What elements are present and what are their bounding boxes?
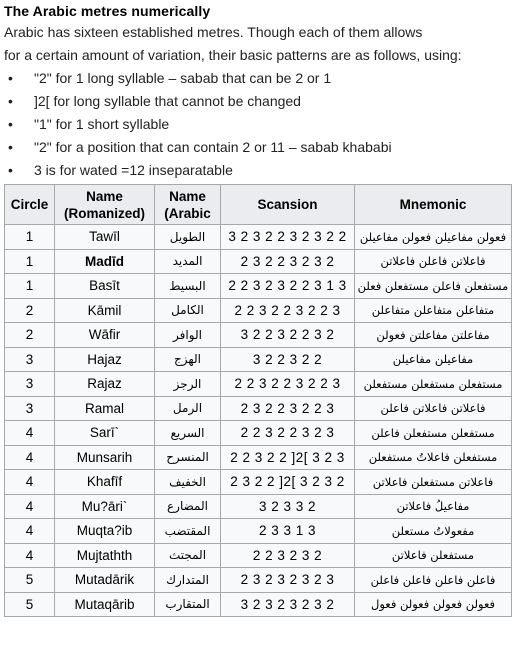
cell-name-arabic: الطويل [155,225,221,250]
cell-circle: 4 [5,445,55,470]
bullet-icon: • [8,116,13,132]
cell-scansion: 2 2 3 2 2 3 2 2 3 [221,298,355,323]
cell-scansion: 2 3 2 2 3 2 2 3 [221,396,355,421]
cell-name-arabic: المتدارك [155,568,221,593]
cell-name-romanized: Ramal [55,396,155,421]
cell-name-arabic: المجتث [155,543,221,568]
cell-name-romanized: Rajaz [55,372,155,397]
cell-scansion: 2 2 3 2 2 ]2[ 3 2 3 [221,445,355,470]
cell-scansion: 3 2 3 3 2 [221,494,355,519]
cell-circle: 1 [5,225,55,250]
cell-mnemonic: مفعولاتُ مستعلن [355,519,512,544]
table-row [5,421,512,446]
table-row [5,298,512,323]
key-item-short-syllable: • "1" for 1 short syllable [34,113,509,136]
cell-name-arabic: البسيط [155,274,221,299]
cell-name-romanized: Madīd [55,249,155,274]
cell-name-romanized: Basīt [55,274,155,299]
cell-circle: 3 [5,396,55,421]
cell-name-romanized: Munsarih [55,445,155,470]
cell-name-romanized: Sarī` [55,421,155,446]
key-item-long-syllable: • "2" for 1 long syllable – sabab that can be 2 or 1 [34,67,509,90]
table-row [5,543,512,568]
cell-circle: 3 [5,347,55,372]
table-row [5,347,512,372]
bullet-icon: • [8,162,13,178]
key-item-wated: • 3 is for wated =12 inseparatable [34,159,509,182]
cell-scansion: 2 2 3 2 2 3 2 2 3 [221,372,355,397]
cell-circle: 4 [5,470,55,495]
cell-name-romanized: Mutadārik [55,568,155,593]
cell-scansion: 2 2 3 2 3 2 [221,543,355,568]
cell-name-romanized: Mujtathth [55,543,155,568]
cell-mnemonic: مستفعلن مستفعلن مستفعلن [355,372,512,397]
metres-table [4,184,512,617]
cell-mnemonic: مستفعلن فاعلن مستفعلن فعلن [355,274,512,299]
cell-name-romanized: Mu?āri` [55,494,155,519]
cell-mnemonic: فعولن مفاعيلن فعولن مفاعيلن [355,225,512,250]
cell-name-arabic: المديد [155,249,221,274]
table-row [5,274,512,299]
cell-name-arabic: المنسرح [155,445,221,470]
col-header-name-romanized: Name (Romanized) [55,185,155,225]
cell-circle: 1 [5,274,55,299]
table-row [5,568,512,593]
cell-name-romanized: Hajaz [55,347,155,372]
table-row [5,249,512,274]
cell-circle: 4 [5,421,55,446]
table-row [5,470,512,495]
cell-mnemonic: فعولن فعولن فعولن فعول [355,592,512,617]
cell-name-romanized: Kāmil [55,298,155,323]
cell-circle: 1 [5,249,55,274]
cell-mnemonic: متفاعلن متفاعلن متفاعلن [355,298,512,323]
cell-mnemonic: مفاعيلن مفاعيلن [355,347,512,372]
cell-circle: 4 [5,494,55,519]
table-row [5,445,512,470]
cell-circle: 3 [5,372,55,397]
cell-scansion: 3 2 2 3 2 2 [221,347,355,372]
cell-name-arabic: الرجز [155,372,221,397]
col-header-name-arabic: Name (Arabic [155,185,221,225]
cell-name-romanized: Mutaqārib [55,592,155,617]
cell-name-romanized: Muqta?ib [55,519,155,544]
cell-name-arabic: المقتضب [155,519,221,544]
cell-name-arabic: الكامل [155,298,221,323]
key-item-fixed-long: • ]2[ for long syllable that cannot be changed [34,90,509,113]
cell-scansion: 2 3 2 3 2 3 2 3 [221,568,355,593]
bullet-icon: • [8,139,13,155]
col-header-mnemonic: Mnemonic [355,185,512,225]
cell-scansion: 2 3 3 1 3 [221,519,355,544]
cell-name-romanized: Khafīf [55,470,155,495]
cell-circle: 5 [5,592,55,617]
cell-mnemonic: مستفعلن فاعلاتُ مستفعلن [355,445,512,470]
bullet-icon: • [8,70,13,86]
cell-mnemonic: فاعلاتن مستفعلن فاعلاتن [355,470,512,495]
cell-name-arabic: المضارع [155,494,221,519]
cell-mnemonic: مستفعلن مستفعلن فاعلن [355,421,512,446]
cell-mnemonic: مفاعلتن مفاعلتن فعولن [355,323,512,348]
cell-scansion: 2 3 2 2 3 2 3 2 [221,249,355,274]
table-row [5,323,512,348]
table-row [5,372,512,397]
cell-mnemonic: فاعلن فاعلن فاعلن فاعلن [355,568,512,593]
table-header-row [5,185,512,225]
cell-mnemonic: مستفعلن فاعلاتن [355,543,512,568]
table-row [5,225,512,250]
section-title: The Arabic metres numerically [4,3,211,19]
bullet-icon: • [8,93,13,109]
cell-circle: 4 [5,543,55,568]
cell-scansion: 3 2 3 2 2 3 2 3 2 2 [221,225,355,250]
notation-key-list [4,67,509,182]
cell-mnemonic: مفاعيلُ فاعلاتن [355,494,512,519]
cell-circle: 2 [5,323,55,348]
col-header-circle: Circle [5,185,55,225]
cell-scansion: 2 3 2 2 ]2[ 3 2 3 2 [221,470,355,495]
cell-name-arabic: الوافر [155,323,221,348]
col-header-scansion: Scansion [221,185,355,225]
table-row [5,494,512,519]
cell-scansion: 2 2 3 2 3 2 2 3 1 3 [221,274,355,299]
intro-line-2: for a certain amount of variation, their basic patterns are as follows, using: [4,47,462,63]
cell-name-arabic: المتقارب [155,592,221,617]
intro-line-1: Arabic has sixteen established metres. Though each of them allows [4,24,423,40]
cell-mnemonic: فاعلاتن فاعلن فاعلاتن [355,249,512,274]
cell-scansion: 2 2 3 2 2 3 2 3 [221,421,355,446]
cell-circle: 5 [5,568,55,593]
cell-name-arabic: السريع [155,421,221,446]
table-row [5,592,512,617]
table-row [5,519,512,544]
cell-name-arabic: الرمل [155,396,221,421]
table-row [5,396,512,421]
cell-name-romanized: Tawīl [55,225,155,250]
cell-name-romanized: Wāfir [55,323,155,348]
cell-scansion: 3 2 3 2 3 2 3 2 [221,592,355,617]
cell-circle: 4 [5,519,55,544]
cell-mnemonic: فاعلاتن فاعلاتن فاعلن [355,396,512,421]
cell-name-arabic: الهزج [155,347,221,372]
cell-scansion: 3 2 2 3 2 2 3 2 [221,323,355,348]
cell-name-arabic: الخفيف [155,470,221,495]
cell-circle: 2 [5,298,55,323]
key-item-sabab-khababi: • "2" for a position that can contain 2 or 11 – sabab khababi [34,136,509,159]
